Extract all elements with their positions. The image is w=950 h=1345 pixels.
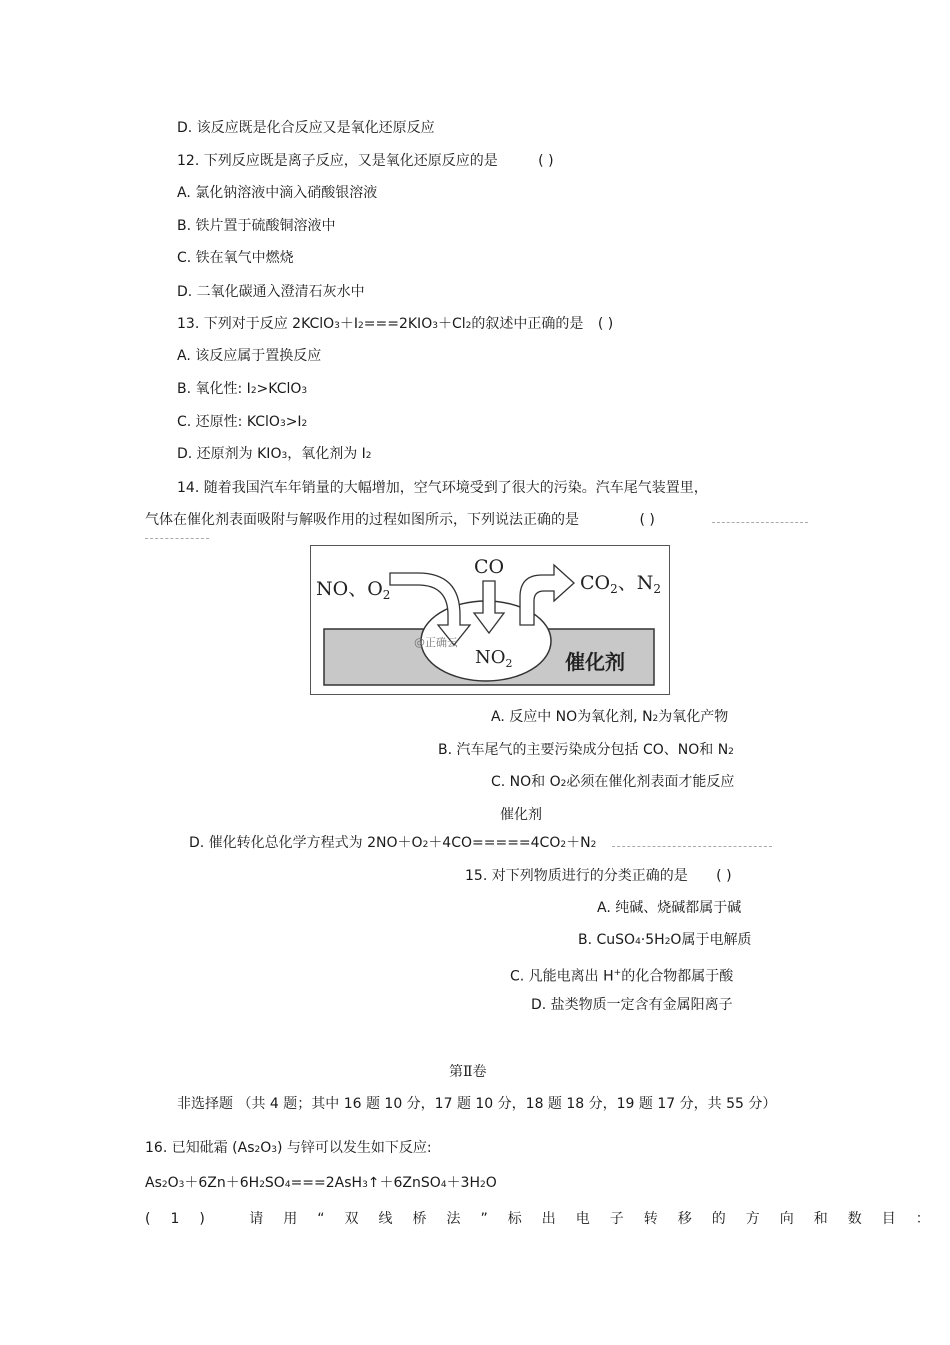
- q14-c-pre: C. NO和 O: [491, 774, 561, 790]
- subscript: 2: [728, 747, 734, 757]
- q14-d-post: ＋N: [566, 835, 591, 851]
- q16-stem-mid: O: [260, 1140, 272, 1156]
- q13-option-c: [177, 412, 307, 434]
- q13-answer-paren: ( ): [597, 316, 614, 332]
- label-no-o2-main: NO、O: [316, 578, 383, 600]
- subscript: 4: [440, 1180, 447, 1190]
- q12-option-c: C. 铁在氧气中燃烧: [177, 250, 294, 266]
- section-title: 第Ⅱ卷: [449, 1064, 487, 1080]
- label-no-o2: [316, 578, 390, 602]
- subscript: 3: [334, 321, 340, 331]
- q14-c-post: 必须在催化剂表面才能反应: [566, 774, 735, 790]
- subscript: 2: [465, 321, 472, 331]
- q13-stem: [177, 314, 613, 336]
- q15-option-d: D. 盐类物质一定含有金属阳离子: [531, 997, 733, 1013]
- subscript: 3: [362, 1180, 368, 1190]
- eq-part: ＋6Zn＋6H: [184, 1175, 260, 1191]
- q14-stem2-text: 气体在催化剂表面吸附与解吸作用的过程如图所示，下列说法正确的是: [145, 512, 579, 528]
- subscript: 2: [560, 779, 567, 789]
- label-catalyst: 催化剂: [565, 650, 625, 674]
- divider: [612, 846, 772, 847]
- q13-stem-post: 的叙述中正确的是: [471, 316, 584, 332]
- subscript: 3: [281, 451, 288, 461]
- subscript: 2: [422, 840, 429, 850]
- label-co: CO: [474, 556, 505, 578]
- q11-option-d: D. 该反应既是化合反应又是氧化还原反应: [177, 120, 435, 136]
- subscript: 2: [382, 588, 391, 602]
- q14-option-b: [438, 740, 734, 762]
- q13-c-mid: >I: [285, 414, 302, 430]
- q14-stem-line1: 14. 随着我国汽车年销量的大幅增加，空气环境受到了很大的污染。汽车尾气装置里，: [177, 480, 708, 496]
- q13-option-b: [177, 379, 307, 401]
- q12-answer-paren: ( ): [538, 153, 554, 169]
- q13-option-a: A. 该反应属于置换反应: [177, 348, 322, 364]
- label-co2-main: CO: [580, 572, 611, 594]
- q13-stem-mid1: ＋I: [339, 316, 359, 332]
- catalyst-over-arrow: 催化剂: [500, 807, 542, 823]
- q13-stem-pre: 13. 下列对于反应 2KClO: [177, 316, 335, 332]
- watermark: @正确云: [414, 636, 458, 649]
- q12-option-d: D. 二氧化碳通入澄清石灰水中: [177, 284, 365, 300]
- subscript: 2: [365, 451, 372, 461]
- q16-stem-post: ) 与锌可以发生如下反应:: [277, 1140, 432, 1156]
- subscript: 2: [254, 1145, 261, 1155]
- q16-stem-pre: 16. 已知砒霜 (As: [145, 1140, 255, 1156]
- divider: [712, 522, 808, 523]
- q15-b-mid: ·5H: [640, 932, 665, 948]
- q15-option-b: [578, 930, 751, 952]
- q13-stem-mid3: ＋Cl: [437, 316, 466, 332]
- q16-equation: [145, 1173, 497, 1195]
- subscript: 4: [284, 1180, 291, 1190]
- eq-part: O: [167, 1175, 179, 1191]
- subscript: 2: [358, 321, 364, 331]
- q14-option-d: [189, 833, 596, 855]
- subscript: 4: [635, 937, 641, 947]
- q13-d-mid: ，氧化剂为 I: [287, 446, 366, 462]
- q15-stem: [465, 866, 732, 886]
- q13-option-d: [177, 444, 372, 466]
- subscript: 2: [301, 419, 308, 429]
- q15-c-pre: C. 凡能电离出 H: [510, 968, 614, 985]
- subscript: 2: [250, 386, 257, 396]
- eq-part: ↑＋6ZnSO: [367, 1175, 441, 1191]
- q15-option-a: A. 纯碱、烧碱都属于碱: [597, 900, 742, 916]
- q14-answer-paren: ( ): [639, 512, 655, 528]
- eq-part: O: [485, 1175, 497, 1191]
- q12-option-a: A. 氯化钠溶液中滴入硝酸银溶液: [177, 185, 378, 201]
- q14-a-post: 为氧化产物: [658, 709, 729, 725]
- catalyst-diagram: [310, 545, 670, 695]
- subscript: 3: [178, 1180, 185, 1190]
- q12-option-b: B. 铁片置于硫酸铜溶液中: [177, 218, 336, 234]
- subscript: 2: [479, 1180, 486, 1190]
- subscript: 2: [505, 657, 513, 670]
- q13-b-mid: >KClO: [256, 381, 302, 397]
- subscript: 2: [161, 1180, 168, 1190]
- subscript: 3: [279, 419, 286, 429]
- subscript: 2: [653, 582, 662, 596]
- q14-d-pre: D. 催化转化总化学方程式为 2NO＋O: [189, 835, 423, 851]
- q13-stem-mid2: ===2KIO: [363, 316, 433, 332]
- eq-part: ＋3H: [446, 1175, 480, 1191]
- q12-stem-text: 12. 下列反应既是离子反应，又是氧化还原反应的是: [177, 153, 498, 169]
- q15-option-c: [510, 963, 733, 987]
- eq-part: As: [145, 1175, 162, 1191]
- eq-part: ===2AsH: [290, 1175, 363, 1191]
- subscript: 2: [590, 840, 597, 850]
- q15-b-post: O属于电解质: [670, 932, 752, 948]
- q16-stem: [145, 1138, 432, 1160]
- q13-c-pre: C. 还原性: KClO: [177, 414, 280, 430]
- divider: [145, 538, 209, 539]
- label-no2-main: NO: [475, 647, 506, 668]
- subscript: 2: [652, 714, 659, 724]
- subscript: 2: [610, 582, 618, 596]
- q14-stem-line2: [145, 510, 655, 530]
- subscript: 2: [560, 840, 567, 850]
- q13-d-pre: D. 还原剂为 KIO: [177, 446, 282, 462]
- subscript: 3: [301, 386, 308, 396]
- section-info: 非选择题 （共 4 题；其中 16 题 10 分，17 题 10 分，18 题 18 分，19 题 17 分，共 55 分）: [177, 1096, 777, 1112]
- q14-b-pre: B. 汽车尾气的主要污染成分包括 CO、NO和 N: [438, 742, 729, 758]
- q12-stem: [177, 151, 554, 171]
- q15-b-pre: B. CuSO: [578, 932, 636, 948]
- label-co2-n2: [580, 572, 661, 596]
- subscript: 2: [259, 1180, 265, 1190]
- q16-part1: (1) 请用“双线桥法”标出电子转移的方向和数目：: [145, 1211, 950, 1227]
- superscript: +: [613, 968, 622, 978]
- q13-b-pre: B. 氧化性: I: [177, 381, 251, 397]
- q15-c-post: 的化合物都属于酸: [621, 968, 734, 985]
- subscript: 2: [664, 937, 671, 947]
- q14-d-mid: ＋4CO=====4CO: [428, 835, 561, 851]
- q14-option-a: [491, 707, 728, 729]
- label-n2-main: 、N: [617, 572, 654, 594]
- subscript: 3: [432, 321, 438, 331]
- q15-answer-paren: ( ): [716, 868, 732, 884]
- q15-stem-text: 15. 对下列物质进行的分类正确的是: [465, 868, 688, 884]
- q14-a-pre: A. 反应中 NO为氧化剂, N: [491, 709, 653, 725]
- subscript: 3: [271, 1145, 277, 1155]
- eq-part: SO: [264, 1175, 285, 1191]
- q14-option-c: [491, 772, 734, 794]
